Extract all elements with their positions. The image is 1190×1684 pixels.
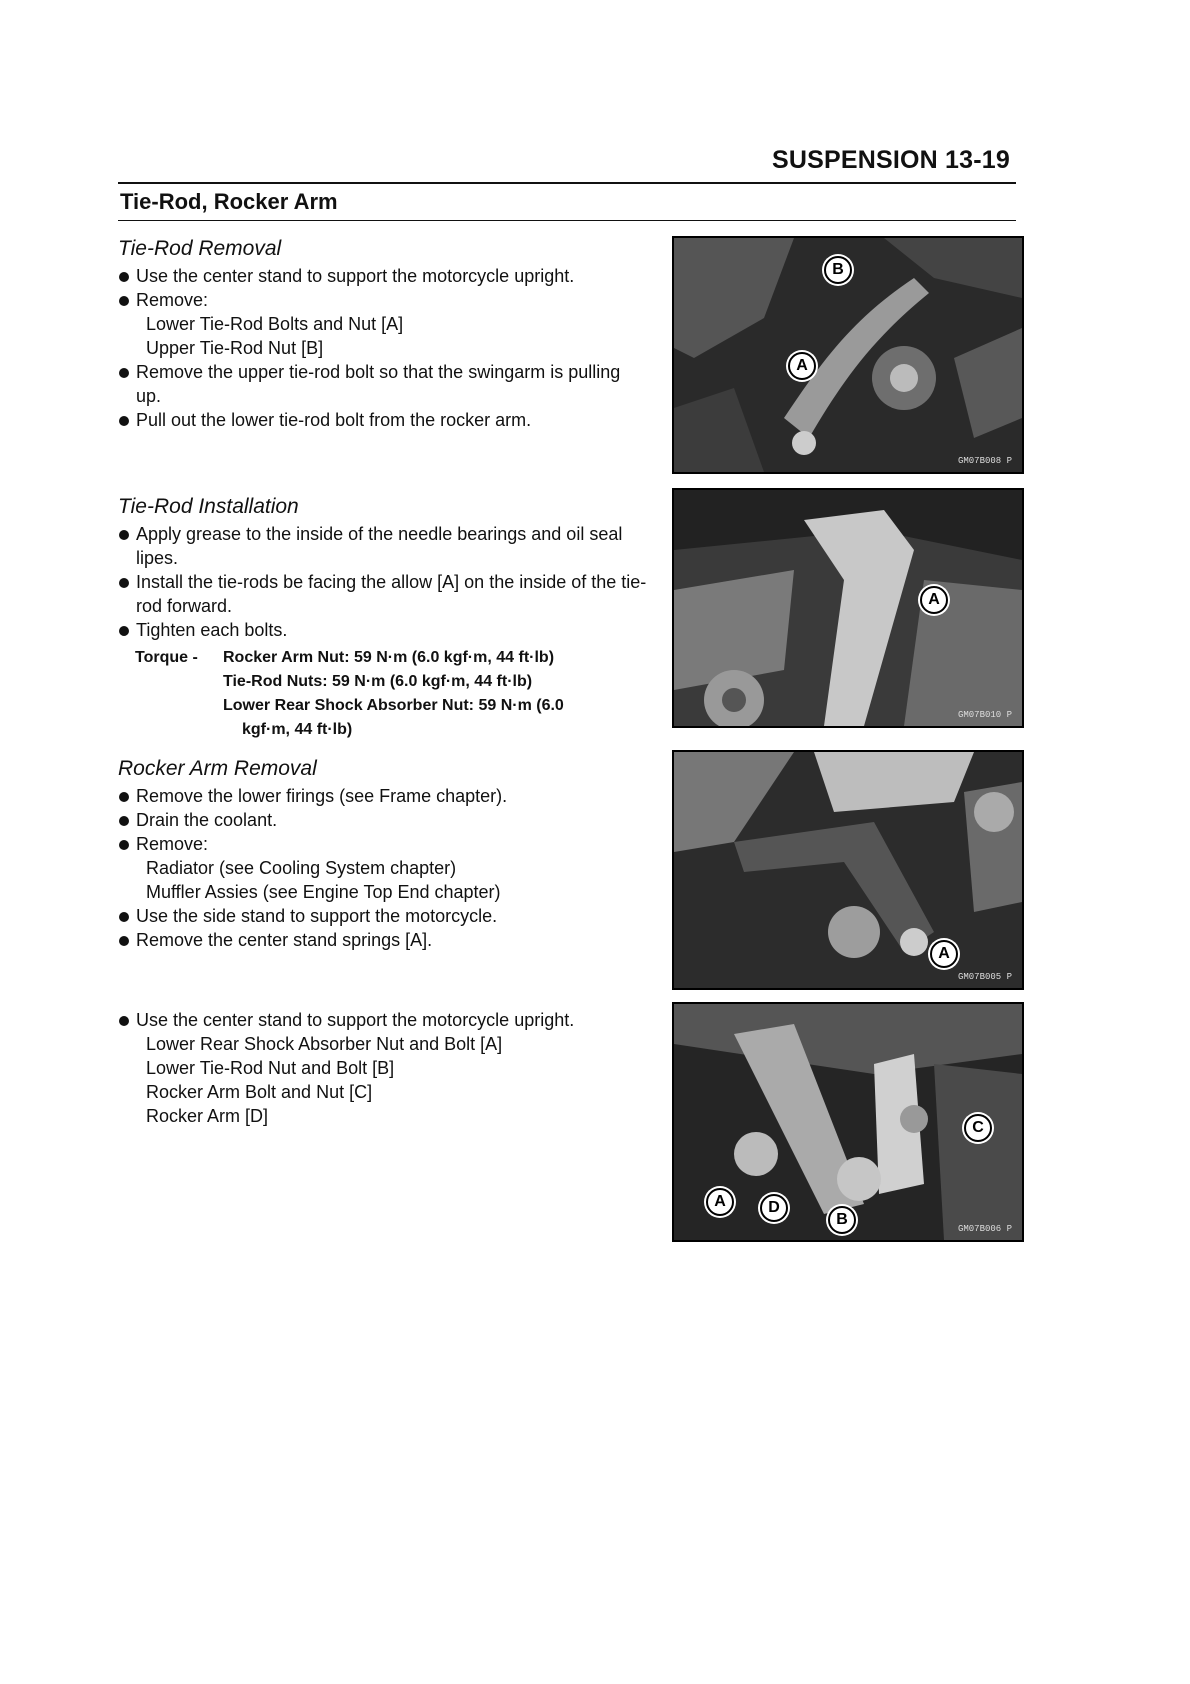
step: Remove the lower firings (see Frame chapter). [118, 784, 648, 808]
photo-tie-rod-removal [672, 236, 1024, 474]
torque-value: Lower Rear Shock Absorber Nut: 59 N·m (6.0 [223, 697, 564, 714]
sub-item: Radiator (see Cooling System chapter) [146, 858, 457, 878]
torque-value-continued: kgf·m, 44 ft·lb) [242, 721, 353, 738]
torque-value: Tie-Rod Nuts: 59 N·m (6.0 kgf·m, 44 ft·lb) [223, 673, 533, 690]
torque-spec [118, 646, 648, 742]
step: Drain the coolant. [118, 808, 648, 832]
step: Apply grease to the inside of the needle bearings and oil seal lipes. [118, 522, 648, 570]
header-rule [118, 182, 1016, 184]
rocker-arm-removal-section [118, 756, 648, 952]
sub-item: Rocker Arm [D] [146, 1106, 269, 1126]
section-title: Tie-Rod, Rocker Arm [120, 189, 338, 214]
sub-item: Muffler Assies (see Engine Top End chapter) [146, 882, 501, 902]
callout-b: B [828, 1206, 856, 1234]
tie-rod-removal-title: Tie-Rod Removal [118, 237, 282, 260]
photo-tie-rod-installation [672, 488, 1024, 728]
step: Remove the center stand springs [A]. [118, 928, 648, 952]
sub-item: Upper Tie-Rod Nut [B] [146, 338, 324, 358]
rocker-arm-removal-continued [118, 1008, 648, 1128]
callout-d: D [760, 1194, 788, 1222]
tie-rod-removal-section [118, 236, 648, 432]
step: Install the tie-rods be facing the allow [A] on the inside of the tie-rod forward. [118, 570, 648, 618]
step: Use the side stand to support the motorcycle. [118, 904, 648, 928]
step: Remove: [118, 832, 648, 856]
callout-a: A [930, 940, 958, 968]
step: Tighten each bolts. [118, 618, 648, 642]
step: Use the center stand to support the motorcycle upright. [118, 1008, 648, 1032]
photo-code: GM07B008 P [957, 456, 1012, 466]
tie-rod-installation-title: Tie-Rod Installation [118, 495, 299, 518]
step: Pull out the lower tie-rod bolt from the rocker arm. [118, 408, 648, 432]
step: Remove the upper tie-rod bolt so that the swingarm is pulling up. [118, 360, 648, 408]
torque-label: Torque - [135, 649, 198, 666]
callout-a: A [788, 352, 816, 380]
tie-rod-installation-section [118, 494, 648, 742]
photo-code: GM07B010 P [957, 710, 1012, 720]
torque-value: Rocker Arm Nut: 59 N·m (6.0 kgf·m, 44 ft·lb) [223, 649, 555, 666]
sub-item: Lower Tie-Rod Nut and Bolt [B] [146, 1058, 395, 1078]
photo-code: GM07B005 P [957, 972, 1012, 982]
sub-item: Rocker Arm Bolt and Nut [C] [146, 1082, 373, 1102]
photo-code: GM07B006 P [957, 1224, 1012, 1234]
title-rule [118, 220, 1016, 221]
step: Use the center stand to support the motorcycle upright. [118, 264, 648, 288]
callout-c: C [964, 1114, 992, 1142]
page-header: SUSPENSION 13-19 [771, 146, 1010, 174]
rocker-arm-removal-title: Rocker Arm Removal [118, 757, 317, 780]
photo-rocker-arm-removal [672, 750, 1024, 990]
step: Remove: [118, 288, 648, 312]
callout-a: A [920, 586, 948, 614]
photo-rocker-arm-bolts [672, 1002, 1024, 1242]
callout-b: B [824, 256, 852, 284]
sub-item: Lower Tie-Rod Bolts and Nut [A] [146, 314, 404, 334]
callout-a: A [706, 1188, 734, 1216]
sub-item: Lower Rear Shock Absorber Nut and Bolt [A] [146, 1034, 503, 1054]
